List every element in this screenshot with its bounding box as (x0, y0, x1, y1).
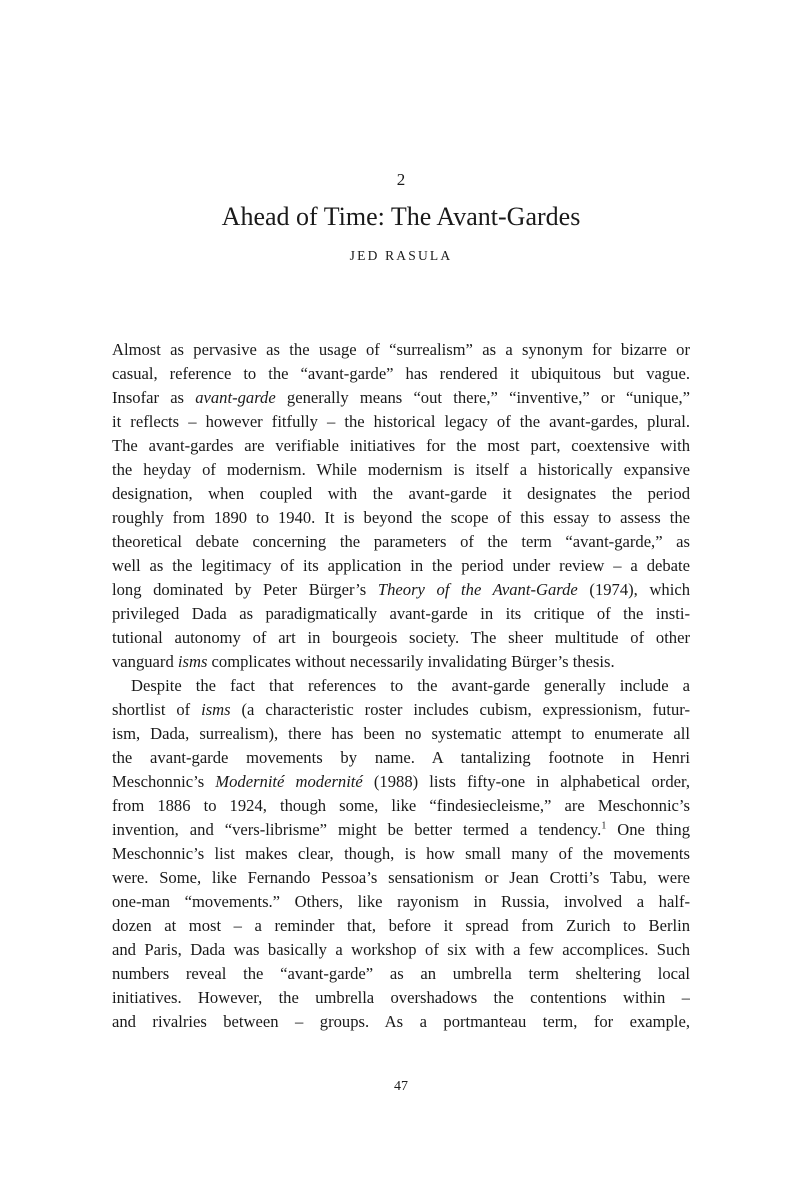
text-line (112, 578, 690, 602)
italic-text: Modernité modernité (215, 772, 363, 791)
text-run: dozen at most – a reminder that, before it spread from Zurich to Berlin (112, 916, 690, 935)
text-line (112, 650, 690, 674)
text-line (112, 602, 690, 626)
text-line (112, 386, 690, 410)
text-line (112, 434, 690, 458)
text-run: the heyday of modernism. While modernism is itself a historically expansive (112, 460, 690, 479)
text-line (112, 1010, 690, 1034)
text-line (112, 746, 690, 770)
text-line (112, 698, 690, 722)
italic-text: Theory of the Avant-Garde (377, 580, 578, 599)
text-run: theoretical debate concerning the parameters of the term “avant-garde,” as (112, 532, 690, 551)
text-run: from 1886 to 1924, though some, like “findesiecleisme,” are Meschonnic’s (112, 796, 690, 815)
text-line (112, 914, 690, 938)
text-line (112, 674, 690, 698)
text-run: long dominated by Peter Bürger’s (112, 580, 378, 599)
text-run: Insofar as (112, 388, 196, 407)
text-line (112, 938, 690, 962)
chapter-number: 2 (396, 170, 406, 189)
text-run: one-man “movements.” Others, like rayonism in Russia, involved a half- (112, 892, 690, 911)
paragraph (112, 674, 690, 1034)
text-line (112, 890, 690, 914)
italic-text: avant-garde (195, 388, 276, 407)
text-run: designation, when coupled with the avant-garde it designates the period (112, 484, 690, 503)
text-run: complicates without necessarily invalidating Bürger’s thesis. (207, 652, 615, 671)
footnote-marker: 1 (601, 820, 607, 832)
text-run: (1988) lists fifty-one in alphabetical order, (362, 772, 690, 791)
text-run: it reflects – however fitfully – the historical legacy of the avant-gardes, plural. (112, 412, 690, 431)
text-line (112, 338, 690, 362)
body-text (112, 338, 690, 1034)
text-run: Meschonnic’s (112, 772, 216, 791)
text-run: and rivalries between – groups. As a portmanteau term, for example, (112, 1012, 690, 1031)
text-line (112, 842, 690, 866)
text-run: ism, Dada, surrealism), there has been no systematic attempt to enumerate all (112, 724, 690, 743)
text-line (112, 410, 690, 434)
text-line (112, 554, 690, 578)
italic-text: isms (201, 700, 231, 719)
text-run: The avant-gardes are verifiable initiatives for the most part, coextensive with (112, 436, 690, 455)
text-run: (a characteristic roster includes cubism, expressionism, futur- (230, 700, 690, 719)
author-name: JED RASULA (349, 248, 453, 263)
text-line (112, 770, 690, 794)
text-line (112, 818, 690, 842)
text-run: privileged Dada as paradigmatically avant-garde in its critique of the insti- (112, 604, 690, 623)
text-line (112, 986, 690, 1010)
text-run: shortlist of (112, 700, 202, 719)
text-run: generally means “out there,” “inventive,” or “unique,” (275, 388, 690, 407)
text-line (112, 362, 690, 386)
text-run: Despite the fact that references to the avant-garde generally include a (131, 676, 690, 695)
text-line (112, 458, 690, 482)
text-line (112, 722, 690, 746)
text-run: roughly from 1890 to 1940. It is beyond the scope of this essay to assess the (112, 508, 690, 527)
text-run: numbers reveal the “avant-garde” as an umbrella term sheltering local (112, 964, 690, 983)
text-line (112, 794, 690, 818)
text-run: (1974), which (577, 580, 690, 599)
text-run: initiatives. However, the umbrella overshadows the contentions within – (112, 988, 690, 1007)
text-run: tutional autonomy of art in bourgeois society. The sheer multitude of other (112, 628, 690, 647)
text-line (112, 482, 690, 506)
text-line (112, 530, 690, 554)
paragraph (112, 338, 690, 674)
text-run: the avant-garde movements by name. A tantalizing footnote in Henri (112, 748, 690, 767)
text-run: vanguard (112, 652, 178, 671)
italic-text: isms (177, 652, 208, 671)
text-line (112, 962, 690, 986)
text-line (112, 626, 690, 650)
text-run: Almost as pervasive as the usage of “surrealism” as a synonym for bizarre or (112, 340, 690, 359)
text-run: casual, reference to the “avant-garde” has rendered it ubiquitous but vague. (112, 364, 690, 383)
text-run: invention, and “vers-librisme” might be better termed a tendency. (112, 820, 602, 839)
text-line (112, 866, 690, 890)
text-run: were. Some, like Fernando Pessoa’s sensationism or Jean Crotti’s Tabu, were (112, 868, 690, 887)
text-run: and Paris, Dada was basically a workshop of six with a few accomplices. Such (112, 940, 690, 959)
page-number: 47 (394, 1079, 408, 1094)
text-line (112, 506, 690, 530)
text-run: One thing (606, 820, 690, 839)
text-run: well as the legitimacy of its application in the period under review – a debate (112, 556, 690, 575)
text-run: Meschonnic’s list makes clear, though, is how small many of the movements (112, 844, 690, 863)
chapter-title: Ahead of Time: The Avant-Gardes (221, 202, 581, 231)
